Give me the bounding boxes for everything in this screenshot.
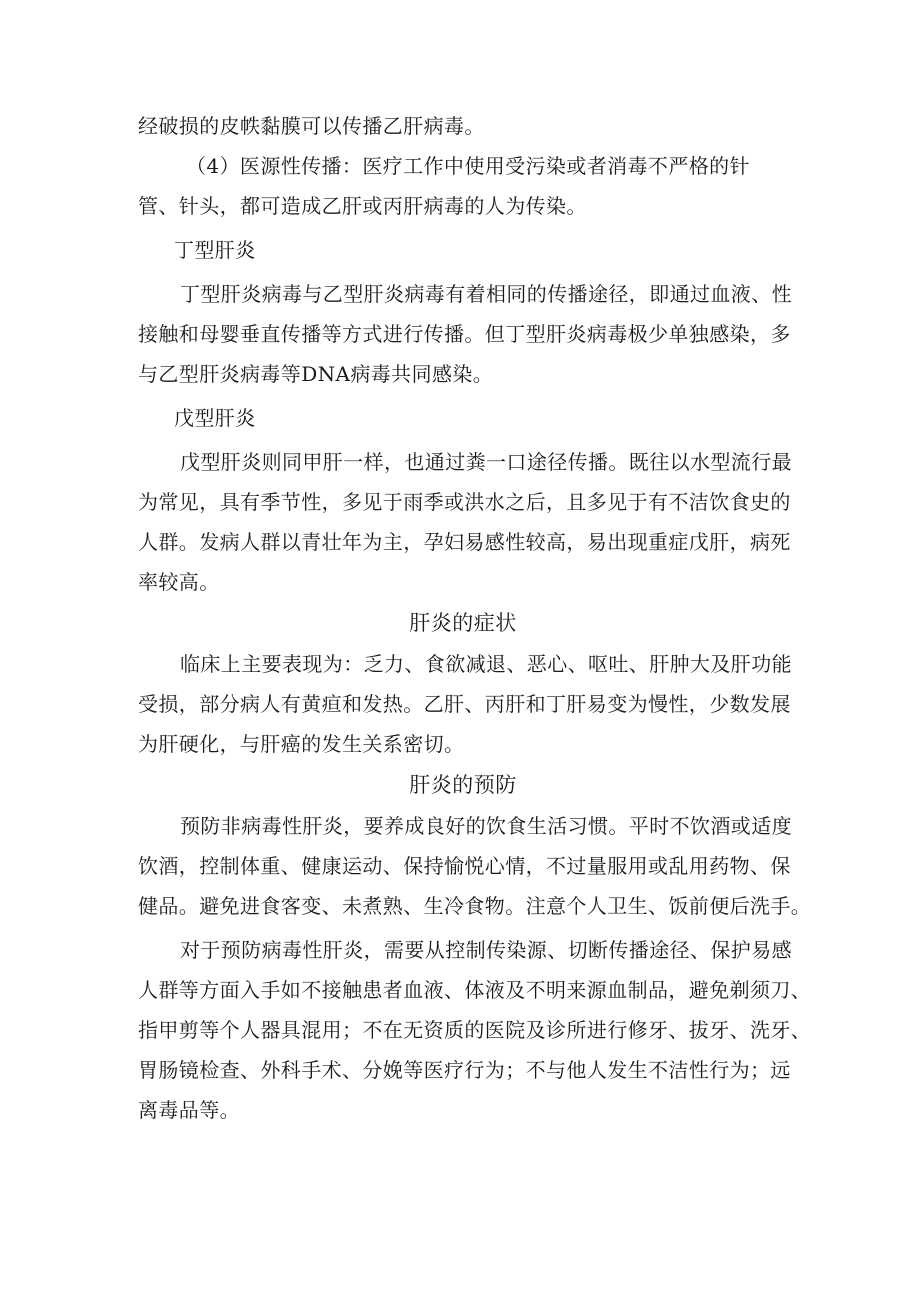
paragraph-line: 受损，部分病人有黄疸和发热。乙肝、丙肝和丁肝易变为慢性，少数发展 (138, 692, 791, 716)
document-page (138, 106, 812, 1130)
paragraph-line: 饮酒，控制体重、健康运动、保持愉悦心情，不过量服用或乱用药物、保 (138, 854, 791, 878)
paragraph-line: 率较高。 (138, 570, 220, 594)
list-item-iatrogenic: （4）医源性传播：医疗工作中使用受污染或者消毒不严格的针 (186, 154, 750, 178)
paragraph-line: 为常见，具有季节性，多见于雨季或洪水之后，且多见于有不洁饮食史的 (138, 490, 791, 514)
paragraph-line: 丁型肝炎病毒与乙型肝炎病毒有着相同的传播途径，即通过血液、性 (180, 282, 792, 306)
paragraph-line: 接触和母婴垂直传播等方式进行传播。但丁型肝炎病毒极少单独感染，多 (138, 322, 791, 346)
subheading-hdv: 丁型肝炎 (174, 238, 256, 262)
paragraph-line: 为肝硬化，与肝癌的发生关系密切。 (138, 732, 465, 756)
paragraph-line: 胃肠镜检查、外科手术、分娩等医疗行为；不与他人发生不洁性行为；远 (138, 1058, 791, 1082)
subheading-hev: 戊型肝炎 (174, 406, 256, 430)
paragraph-line: 与乙型肝炎病毒等DNA病毒共同感染。 (138, 362, 494, 386)
paragraph-line: 戊型肝炎则同甲肝一样，也通过粪一口途径传播。既往以水型流行最 (180, 450, 792, 474)
section-heading-symptoms: 肝炎的症状 (409, 611, 517, 635)
paragraph-line: 临床上主要表现为：乏力、食欲减退、恶心、呕吐、肝肿大及肝功能 (180, 652, 792, 676)
section-heading-prevention: 肝炎的预防 (409, 773, 517, 797)
paragraph-line: 对于预防病毒性肝炎，需要从控制传染源、切断传播途径、保护易感 (180, 938, 792, 962)
paragraph-line: 人群。发病人群以青壮年为主，孕妇易感性较高，易出现重症戊肝，病死 (138, 530, 791, 554)
paragraph-line: 预防非病毒性肝炎，要养成良好的饮食生活习惯。平时不饮酒或适度 (180, 814, 792, 838)
paragraph-line: 经破损的皮帙黏膜可以传播乙肝病毒。 (138, 114, 485, 138)
paragraph-line: 人群等方面入手如不接触患者血液、体液及不明来源血制品，避免剃须刀、 (138, 978, 812, 1002)
paragraph-line: 指甲剪等个人器具混用；不在无资质的医院及诊所进行修牙、拔牙、洗牙、 (138, 1018, 812, 1042)
paragraph-line: 健品。避免进食客变、未煮熟、生冷食物。注意个人卫生、饭前便后洗手。 (138, 894, 812, 918)
paragraph-line: 管、针头，都可造成乙肝或丙肝病毒的人为传染。 (138, 194, 587, 218)
paragraph-line: 离毒品等。 (138, 1098, 240, 1122)
